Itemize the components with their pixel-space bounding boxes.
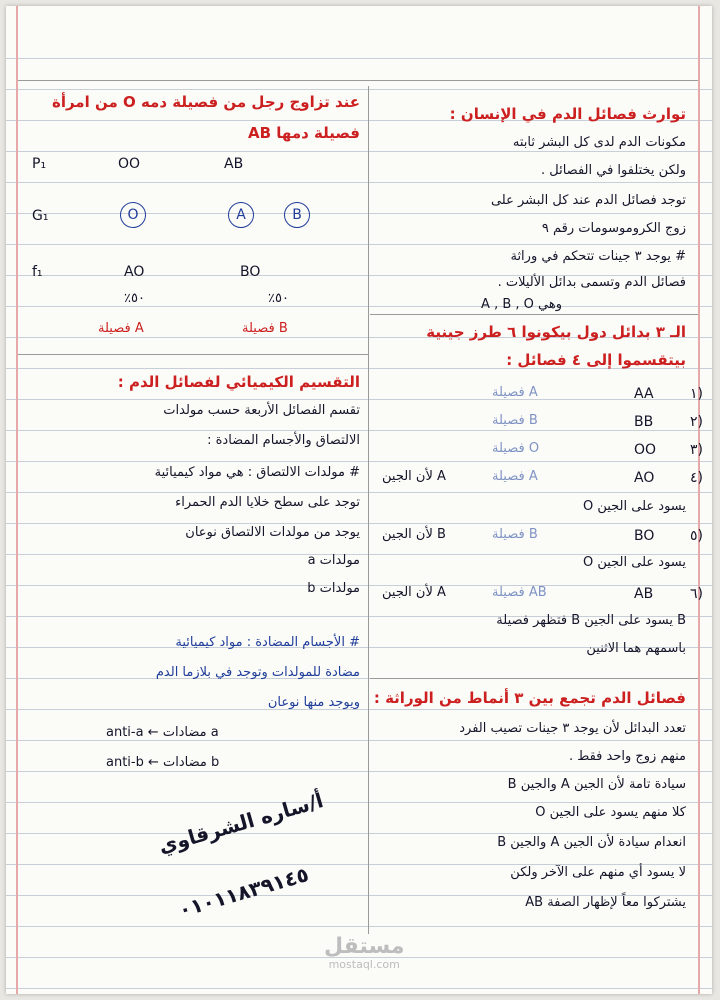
gamete-a: A bbox=[228, 202, 254, 228]
f1-type-a: فصيلة A bbox=[98, 321, 144, 336]
patterns-line-2: منهم زوج واحد فقط . bbox=[568, 749, 686, 764]
anti-line-4: anti-a ← مضادات a bbox=[106, 725, 219, 740]
patterns-line-4: كلا منهم يسود على الجين O bbox=[535, 805, 686, 820]
allele-row-5-num: ٥) bbox=[690, 528, 703, 544]
watermark-arabic: مستقل bbox=[324, 934, 405, 959]
patterns-title: فصائل الدم تجمع بين ٣ أنماط من الوراثة : bbox=[373, 689, 686, 707]
chem-title: التقسيم الكيميائي لفصائل الدم : bbox=[117, 373, 360, 391]
allele-row-6-genotype: AB bbox=[634, 586, 654, 602]
allele-row-5-continuation: يسود على الجين O bbox=[582, 555, 686, 570]
gamete-o: O bbox=[120, 202, 146, 228]
cross-title-line1: عند تزاوج رجل من فصيلة دمه O من امرأة bbox=[51, 93, 360, 111]
mostaql-watermark bbox=[324, 936, 404, 971]
top-rule bbox=[18, 80, 698, 81]
inherit-title: توارث فصائل الدم في الإنسان : bbox=[449, 105, 686, 123]
chem-line-2: الالتصاق والأجسام المضادة : bbox=[207, 433, 360, 448]
chem-line-6: مولدات a bbox=[307, 553, 360, 568]
allele-row-3-genotype: OO bbox=[634, 442, 657, 458]
chem-line-3: # مولدات الالتصاق : هي مواد كيميائية bbox=[154, 465, 360, 480]
allele-row-4-genotype: AO bbox=[634, 470, 655, 486]
p1-mother-genotype: AB bbox=[224, 156, 244, 172]
allele-row-4-num: ٤) bbox=[690, 470, 703, 486]
chem-line-4: توجد على سطح خلايا الدم الحمراء bbox=[175, 495, 360, 510]
allele-row-1-genotype: AA bbox=[634, 386, 654, 402]
left-margin-line bbox=[16, 6, 18, 994]
inherit-line-7: وهي A , B , O bbox=[481, 297, 562, 312]
allele-row-6-continuation-2: باسمهم هما الاثنين bbox=[586, 641, 686, 656]
f1-percent-1: ٪٥٠ bbox=[124, 291, 145, 306]
inherit-line-5: # يوجد ٣ جينات تتحكم في وراثة bbox=[510, 249, 686, 264]
right-section-rule-1 bbox=[370, 314, 698, 315]
f1-ao: AO bbox=[124, 264, 145, 280]
allele-row-3-num: ٣) bbox=[690, 442, 703, 458]
inherit-line-2: ولكن يختلفوا في الفصائل . bbox=[540, 163, 686, 178]
column-divider bbox=[368, 86, 369, 934]
gamete-b: B bbox=[284, 202, 310, 228]
allele-row-5-type: فصيلة B bbox=[492, 527, 538, 542]
notebook-page bbox=[6, 6, 712, 994]
patterns-line-5: انعدام سيادة لأن الجين A والجين B bbox=[497, 835, 686, 850]
inherit-line-1: مكونات الدم لدى كل البشر ثابته bbox=[512, 135, 686, 150]
f1-label: f₁ bbox=[32, 264, 43, 280]
cross-title-line2: فصيلة دمها AB bbox=[248, 124, 360, 142]
allele-row-4-note: لأن الجين A bbox=[382, 469, 446, 484]
allele-row-5-note: لأن الجين B bbox=[382, 527, 446, 542]
allele-row-6-type: فصيلة AB bbox=[492, 585, 547, 600]
allele-row-4-type: فصيلة A bbox=[492, 469, 538, 484]
right-section-rule-2 bbox=[370, 678, 698, 679]
patterns-line-6: لا يسود أي منهم على الآخر ولكن bbox=[510, 865, 686, 880]
anti-line-3: ويوجد منها نوعان bbox=[267, 695, 360, 710]
anti-line-2: مضادة للمولدات وتوجد في بلازما الدم bbox=[155, 665, 360, 680]
patterns-line-7: يشتركوا معاً لإظهار الصفة AB bbox=[525, 895, 686, 910]
allele-row-6-num: ٦) bbox=[690, 586, 703, 602]
chem-line-7: مولدات b bbox=[307, 581, 360, 596]
allele-row-2-type: فصيلة B bbox=[492, 413, 538, 428]
author-name: أ/ساره الشرقاوي bbox=[155, 788, 326, 859]
chem-line-5: يوجد من مولدات الالتصاق نوعان bbox=[185, 525, 360, 540]
watermark-latin: mostaql.com bbox=[328, 958, 400, 971]
p1-father-genotype: OO bbox=[118, 156, 141, 172]
allele-row-6-continuation-1: B يسود على الجين B فتظهر فصيلة bbox=[496, 613, 686, 628]
f1-type-b: فصيلة B bbox=[242, 321, 288, 336]
allele-row-5-genotype: BO bbox=[634, 528, 655, 544]
anti-line-5: anti-b ← مضادات b bbox=[106, 755, 220, 770]
allele-row-3-type: فصيلة O bbox=[492, 441, 540, 456]
inherit-line-3: توجد فصائل الدم عند كل البشر على bbox=[490, 193, 686, 208]
right-margin-line bbox=[698, 6, 700, 994]
allele-row-2-genotype: BB bbox=[634, 414, 654, 430]
author-phone: ٠١٠١١٨٣٩١٤٥ bbox=[175, 862, 312, 923]
inherit-line-4: زوج الكروموسومات رقم ٩ bbox=[541, 221, 686, 236]
f1-bo: BO bbox=[240, 264, 261, 280]
allele-row-6-note: لأن الجين A bbox=[382, 585, 446, 600]
anti-line-1: # الأجسام المضادة : مواد كيميائية bbox=[175, 635, 360, 650]
allele-row-2-num: ٢) bbox=[690, 414, 703, 430]
p1-label: P₁ bbox=[32, 156, 47, 172]
left-section-rule bbox=[18, 354, 368, 355]
alleles-title-line2: بيتقسموا إلى ٤ فصائل : bbox=[506, 351, 686, 369]
chem-line-1: تقسم الفصائل الأربعة حسب مولدات bbox=[163, 403, 360, 418]
allele-row-1-type: فصيلة A bbox=[492, 385, 538, 400]
g1-label: G₁ bbox=[32, 208, 49, 224]
patterns-line-3: سيادة تامة لأن الجين A والجين B bbox=[507, 777, 686, 792]
allele-row-4-continuation: يسود على الجين O bbox=[582, 499, 686, 514]
f1-percent-2: ٪٥٠ bbox=[268, 291, 289, 306]
allele-row-1-num: ١) bbox=[690, 386, 703, 402]
alleles-title-line1: الـ ٣ بدائل دول بيكونوا ٦ طرز جينية bbox=[426, 323, 686, 341]
patterns-line-1: تعدد البدائل لأن يوجد ٣ جينات تصيب الفرد bbox=[459, 721, 686, 736]
inherit-line-6: فصائل الدم وتسمى بدائل الأليلات . bbox=[497, 275, 686, 290]
